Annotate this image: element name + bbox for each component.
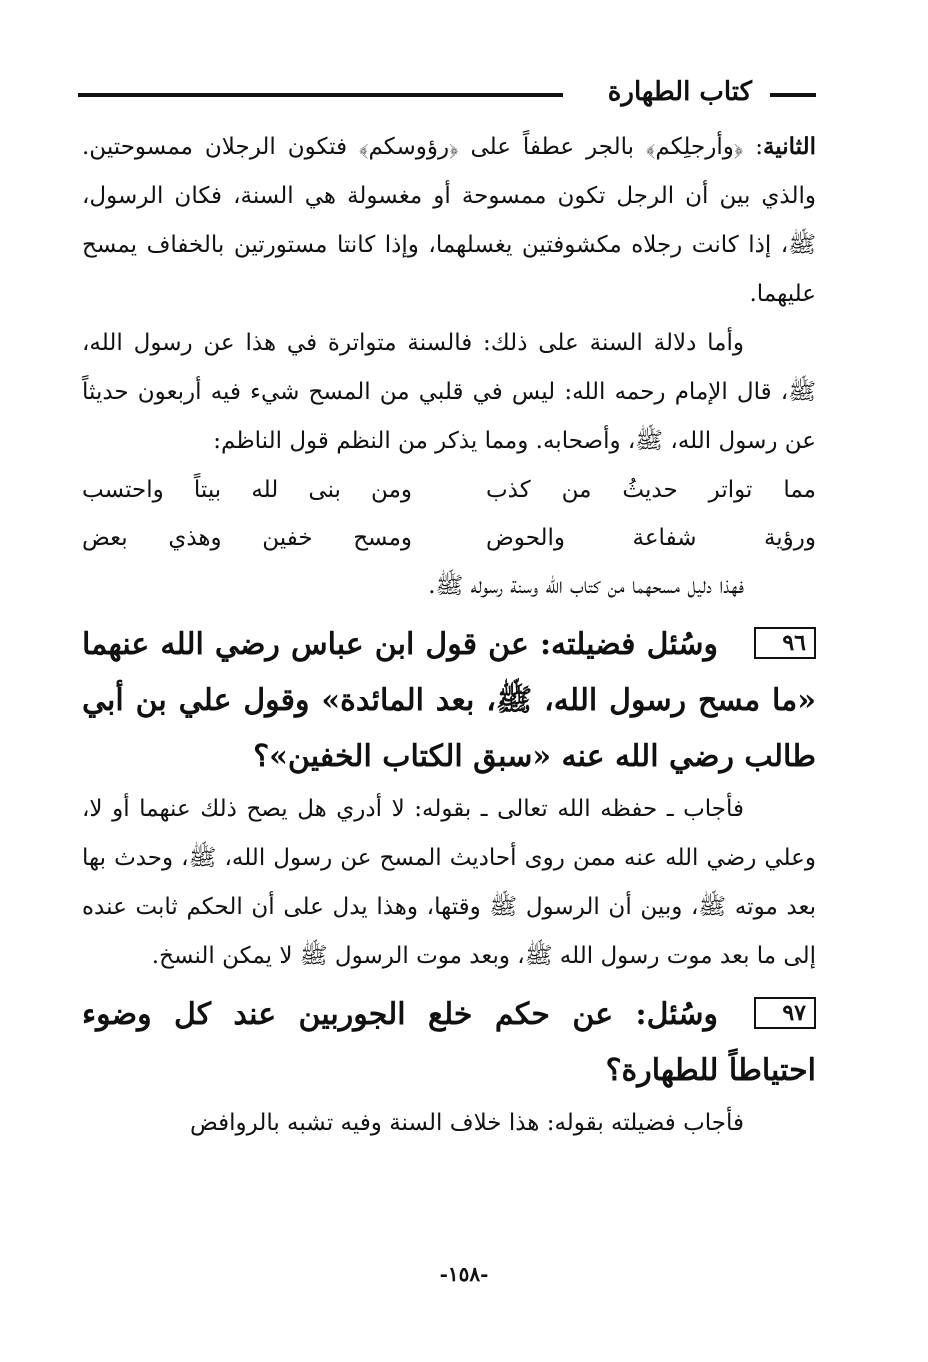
question-number-box: ٩٧	[754, 997, 816, 1029]
poem-hemistich: مما تواتر حديثُ من كذب	[486, 477, 816, 503]
paragraph-second-point	[82, 122, 816, 319]
header-rule-left	[78, 93, 563, 97]
poem-line-1	[82, 466, 816, 514]
paragraph-sunnah-evidence: وأما دلالة السنة على ذلك: فالسنة متواترة في هذا عن رسول الله، ﷺ، قال الإمام رحمه الله: ليس في قلبي من المسح شيء فيه أربعون حديثاً عن رسول الله، ﷺ، وأصحابه. ومما يذكر من النظم قول الناظم:	[82, 330, 816, 454]
page-content	[82, 122, 816, 1148]
poem-hemistich: ومسح خفين وهذي بعض	[82, 525, 412, 551]
chapter-title: كتاب الطهارة	[607, 77, 752, 107]
answer-96: فأجاب ـ حفظه الله تعالى ـ بقوله: لا أدري هل يصح ذلك عنهما أو لا، وعلي رضي الله عنه ممن روى أحاديث المسح عن رسول الله، ﷺ، وحدث بها بعد موته ﷺ، وبين أن الرسول ﷺ وقتها، وهذا يدل على أن الحكم ثابت عنده إلى ما بعد موت رسول الله ﷺ، وبعد موت الرسول ﷺ لا يمكن النسخ.	[82, 796, 816, 969]
question-text: وسُئل فضيلته: عن قول ابن عباس رضي الله عنهما «ما مسح رسول الله، ﷺ، بعد المائدة» وقول علي بن أبي طالب رضي الله عنه «سبق الكتاب الخفين»؟	[82, 627, 816, 774]
question-number-box: ٩٦	[754, 627, 816, 659]
page-number: -١٥٨-	[439, 1262, 489, 1286]
point-label: الثانية	[762, 133, 816, 160]
question-97	[82, 987, 816, 1099]
question-text: وسُئل: عن حكم خلع الجوربين عند كل وضوء احتياطاً للطهارة؟	[82, 997, 816, 1088]
poem-line-2	[82, 514, 816, 562]
poem-hemistich: ومن بنى لله بيتاً واحتسب	[82, 477, 412, 503]
paragraph-conclusion: فهذا دليل مسحهما من كتاب الله وسنة رسوله ﷺ.	[428, 573, 744, 599]
poem-hemistich: ورؤية شفاعة والحوض	[486, 525, 816, 551]
question-96	[82, 617, 816, 785]
paragraph-text: : ﴿وأرجلِكم﴾ بالجر عطفاً على ﴿رؤوسكم﴾ فتكون الرجلان ممسوحتين. والذي بين أن الرجل تكون ممسوحة أو مغسولة هي السنة، فكان الرسول، ﷺ، إذا كانت رجلاه مكشوفتين يغسلهما، وإذا كانتا مستورتين بالخفاف يمسح عليهما.	[82, 134, 816, 307]
header-rule-right	[770, 93, 816, 97]
running-header	[78, 72, 816, 112]
answer-97: فأجاب فضيلته بقوله: هذا خلاف السنة وفيه تشبه بالروافض	[189, 1110, 744, 1136]
